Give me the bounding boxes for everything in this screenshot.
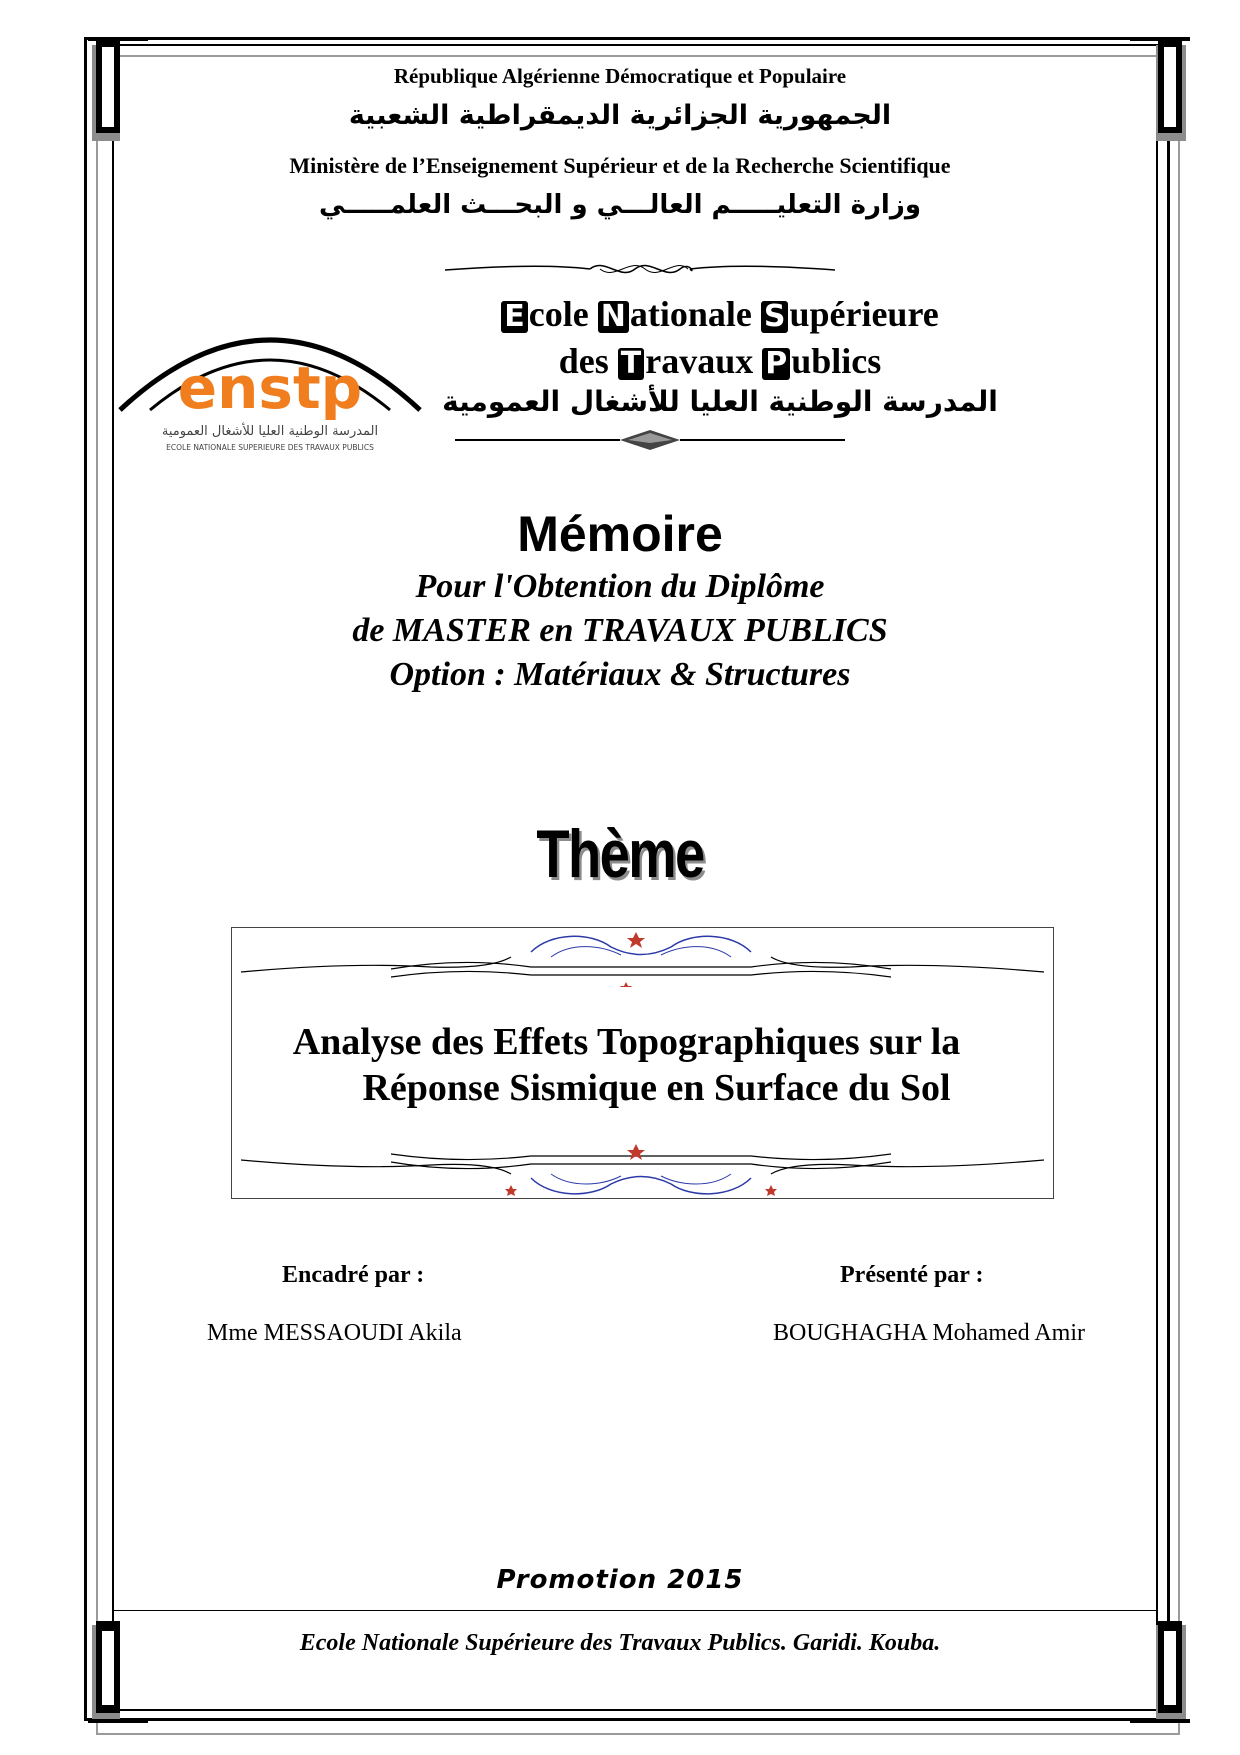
school-part-des: des: [558, 341, 618, 381]
school-part-ationale: ationale: [629, 294, 761, 334]
supervisor-label: Encadré par :: [282, 1262, 425, 1288]
ministry-ar: وزارة التعليـــــم العالـــي و البحـــث العلمـــــي: [319, 190, 921, 220]
ministry-fr: Ministère de l’Enseignement Supérieur et de la Recherche Scientifique: [289, 153, 951, 178]
logo-text: enstp: [177, 354, 363, 422]
republic-ar: الجمهورية الجزائرية الديمقراطية الشعبية: [348, 100, 892, 131]
school-cap-s: S: [761, 301, 789, 333]
school-cap-e: E: [501, 301, 528, 333]
header-divider-ornament: [440, 255, 840, 285]
school-part-uperieure: upérieure: [789, 294, 939, 334]
theme-heading: Thème: [536, 816, 704, 892]
subtitle-option: Option : Matériaux & Structures: [389, 656, 851, 693]
logo-caption-fr: ECOLE NATIONALE SUPERIEURE DES TRAVAUX PUBLICS: [166, 443, 374, 452]
title-ornament-bottom: [231, 1140, 1054, 1200]
footer-divider: [112, 1610, 1158, 1611]
school-address: Ecole Nationale Supérieure des Travaux Publics. Garidi. Kouba.: [299, 1630, 941, 1656]
school-name-ar: المدرسة الوطنية العليا للأشغال العمومية: [442, 385, 998, 418]
thesis-title-line-2: Réponse Sismique en Surface du Sol: [362, 1067, 951, 1109]
school-divider-ornament: [450, 428, 850, 452]
enstp-logo: [110, 300, 430, 460]
subtitle-master: de MASTER en TRAVAUX PUBLICS: [352, 612, 888, 649]
school-name-line-2: [440, 340, 1000, 382]
school-cap-t: T: [618, 348, 644, 380]
school-name-line-1: [440, 293, 1000, 335]
supervisor-name: Mme MESSAOUDI Akila: [207, 1320, 462, 1346]
logo-caption-ar: المدرسة الوطنية العليا للأشغال العمومية: [161, 424, 379, 439]
school-part-ublics: ublics: [791, 341, 882, 381]
document-type: Mémoire: [517, 506, 723, 562]
school-part-cole: cole: [528, 294, 598, 334]
subtitle-diploma: Pour l'Obtention du Diplôme: [415, 568, 825, 605]
presenter-name: BOUGHAGHA Mohamed Amir: [773, 1320, 1085, 1346]
promotion-year: Promotion 2015: [496, 1565, 744, 1595]
republic-fr: République Algérienne Démocratique et Populaire: [393, 64, 847, 88]
school-cap-n: N: [598, 301, 629, 333]
thesis-title-line-1: Analyse des Effets Topographiques sur la: [292, 1021, 961, 1063]
school-cap-p: P: [762, 348, 790, 380]
presenter-label: Présenté par :: [840, 1262, 984, 1288]
school-part-ravaux: ravaux: [645, 341, 763, 381]
title-ornament-top: [231, 927, 1054, 987]
